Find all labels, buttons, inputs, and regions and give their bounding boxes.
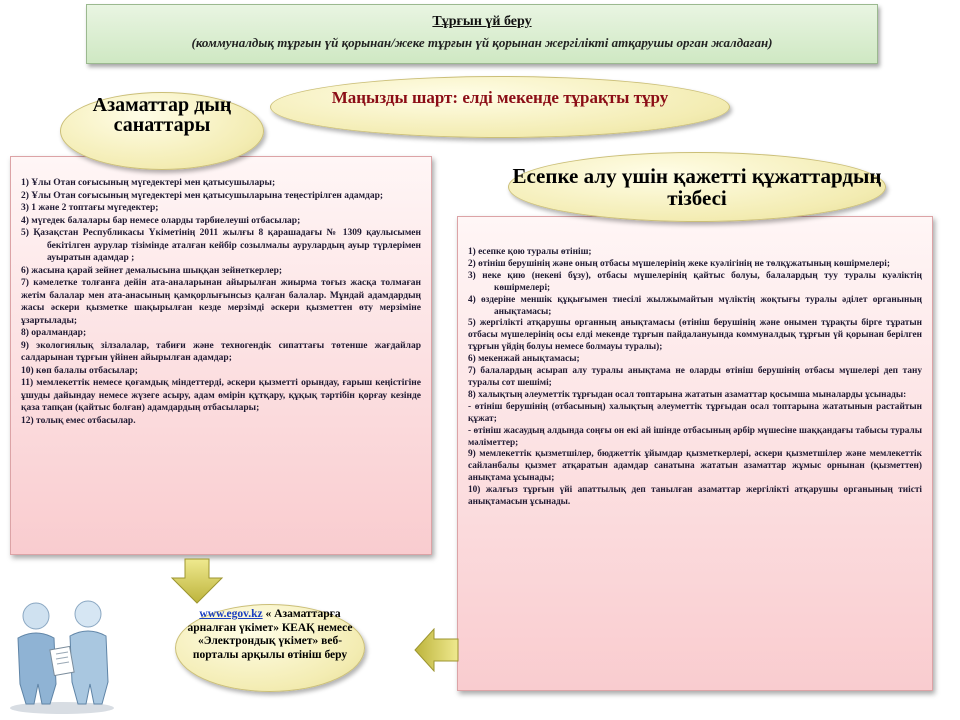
list-item: 10) көп балалы отбасылар; [21,365,138,376]
list-item: 8) оралмандар; [21,328,87,338]
list-item: 3) 1 және 2 топтағы мүгедектер; [21,203,159,213]
list-item: 6) мекенжай анықтамасы; [468,354,580,365]
list-item: 4) мүгедек балалары бар немесе оларды тәрбиелеуші отбасылар; [21,215,301,226]
egov-link[interactable]: www.egov.kz [199,608,263,620]
list-item: 1) есепке қою туралы өтініш; [468,247,592,257]
apply-via-egov[interactable] [175,604,365,692]
apply-text: « Азаматтарға арналған үкімет» КЕАҚ немесе «Электрондық үкімет» веб-порталы арқылы өтініш беру [187,608,353,661]
title-box [86,4,878,64]
list-item: 6) жасына қарай зейнет демалысына шыққан зейнеткерлер; [21,265,283,276]
categories-ellipse: Азаматтар дың санаттары [60,92,264,170]
list-item: 3) неке қию (некені бұзу), отбасы мүшелерінің қайтыс болуы, балалардың туу туралы куәліктің көшірмелері; [468,270,922,293]
documents-panel [457,216,933,691]
down-arrow-icon [170,558,224,604]
list-item: 8) халықтың әлеуметтік тұрғыдан осал топтарына жататын азаматтар қосымша мыналарды ұсынады: [468,389,907,400]
categories-list [21,177,421,427]
list-item: 12) толық емес отбасылар. [21,415,136,426]
list-item: 10) жалғыз тұрғын үйі апаттылық деп танылған азаматтар жергілікті атқарушы органының тиісті анықтамасын ұсынады. [468,485,922,508]
list-item: 2) өтініш берушінің және оның отбасы мүшелерінің жеке куәлігінің не төлқұжатының көшірмелері; [468,258,890,269]
list-item: 1) Ұлы Отан соғысының мүгедектері мен қатысушылары; [21,178,276,188]
left-arrow-icon [414,628,460,672]
list-item: 9) экологиялық зілзалалар, табиғи және техногендік сипаттағы төтенше жағдайлар салдарынан тұрғын үйінен айырылған адамдар; [21,340,421,363]
list-item: 2) Ұлы Отан соғысының мүгедектері мен қатысушыларына теңестірілген адамдар; [21,190,384,201]
list-item: 5) Қазақстан Республикасы Үкіметінің 2011 жылғы 8 қарашадағы № 1309 қаулысымен бекітілген аурулар тізімінде аталған кейбір созылмалы аурулардың ауыр түрлерімен ауыратын адамдар ; [21,228,421,263]
documents-ellipse: Есепке алу үшін қажетті құжаттардың тізбесі [508,152,886,222]
page-title: Тұрғын үй беру [432,14,532,29]
list-item: 4) өздеріне меншік құқығымен тиесілі жылжымайтын мүліктің жоқтығы туралы әділет органының анықтамасы; [468,294,922,317]
list-item: 7) кәмелетке толғанға дейін ата-аналарынан айырылған жиырма тоғыз жасқа толмаған жетім балалар мен ата-анасының қамқорлығынсыз қалған балалар. Мұндай адамдардың жасы әскери қызметке шақырылған кезде мерзімді әскери қызметтен өту мерзіміне ұзартылады; [21,278,421,326]
categories-panel [10,156,432,555]
documents-list [468,247,922,509]
list-item: - өтініш жасаудың алдында соңғы он екі ай ішінде отбасының әрбір мүшесіне шаққандағы табысы туралы мәліметтер; [468,425,922,448]
people-handshake-icon [6,592,118,714]
list-item: 11) мемлекеттік немесе қоғамдық міндеттерді, әскери қызметті орындау, ғарыш кеңістігіне ұшуды дайындау немесе жүзеге асыру, адам өмірін құтқару, құқық тәртібін қорғау кезінде қаза тапқан (қайтыс болған) адамдардың отбасылары; [21,378,421,413]
list-item: - өтініш берушінің (отбасының) халықтың әлеуметтік тұрғыдан осал топтарына жататынын растайтын құжат; [468,401,922,424]
list-item: 9) мемлекеттік қызметшілер, бюджеттік ұйымдар қызметкерлері, әскери қызметшілер және мемлекеттік сайланбалы қызмет атқаратын адамдар санатына жататын азаматтар жұмыс орнынан (қызметтен) анықтама ұсынады; [468,449,922,484]
list-item: 5) жергілікті атқарушы органның анықтамасы (өтініш берушінің және онымен тұрақты бірге тұратын отбасы мүшелерінің осы елді мекенде тұрғын пайдалануында коммуналдық тұрғын үй қорынан берілген тұрғын үйдің болуы немесе болмауы туралы); [468,318,922,353]
list-item: 7) балалардың асырап алу туралы анықтама не оларды өтініш берушінің отбасы мүшелері деп тану туралы сот шешімі; [468,366,922,388]
page-subtitle: (коммуналдық тұрғын үй қорынан/жеке тұрғын үй қорынан жергілікті атқарушы орган жалдаған) [191,35,773,50]
condition-ellipse: Маңызды шарт: елді мекенде тұрақты тұру [270,76,730,138]
